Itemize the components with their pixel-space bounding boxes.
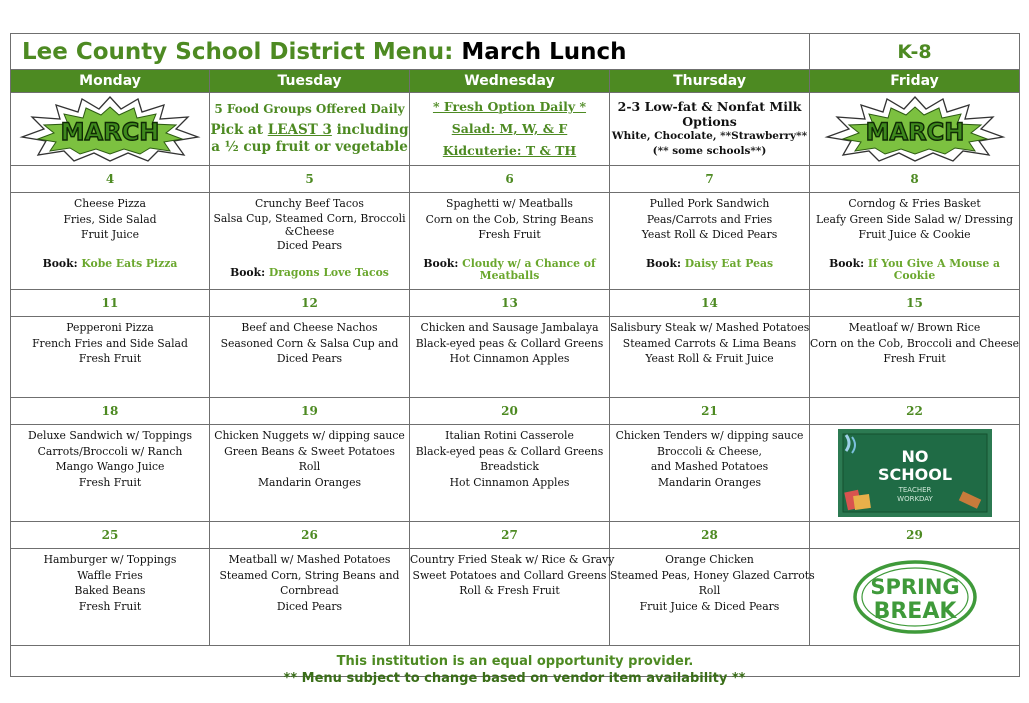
menu-line: Yeast Roll & Fruit Juice — [645, 352, 774, 366]
menu-line: Steamed Carrots & Lima Beans — [622, 336, 797, 350]
menu-line: Diced Pears — [276, 352, 343, 366]
menu-line: Roll & Fresh Fruit — [459, 584, 560, 598]
date-cell: 21 — [610, 398, 810, 425]
book-line: Book: Kobe Eats Pizza — [42, 256, 178, 270]
date-cell: 12 — [210, 290, 410, 317]
menu-line: Cornbread — [280, 584, 339, 598]
menu-cell — [410, 317, 610, 398]
book-line: Book: If You Give A Mouse a Cookie — [829, 256, 1000, 282]
milk-types: White, Chocolate, **Strawberry** — [611, 130, 808, 142]
date-cell: 22 — [810, 398, 1020, 425]
menu-line: Pulled Pork Sandwich — [649, 197, 770, 210]
march-emblem-cell — [11, 93, 210, 166]
menu-cell — [410, 193, 610, 290]
date-row-week4 — [11, 522, 1020, 549]
menu-line: Chicken and Sausage Jambalaya — [420, 321, 599, 334]
menu-line: Fresh Fruit — [78, 475, 142, 489]
date-row-week3 — [11, 398, 1020, 425]
pick-rule-text: Pick at LEAST 3 including a ½ cup fruit or vegetable — [210, 122, 409, 155]
menu-line: Black-eyed peas & Collard Greens — [415, 444, 604, 458]
menu-line: Broccoli & Cheese, — [657, 444, 762, 458]
menu-line: Diced Pears — [276, 238, 343, 252]
date-cell: 8 — [810, 166, 1020, 193]
food-groups-cell — [210, 93, 410, 166]
date-cell: 5 — [210, 166, 410, 193]
date-cell: 28 — [610, 522, 810, 549]
date-cell: 13 — [410, 290, 610, 317]
menu-line: Orange Chicken — [665, 553, 754, 566]
menu-line: and Mashed Potatoes — [650, 460, 769, 474]
date-cell: 27 — [410, 522, 610, 549]
svg-text:BREAK: BREAK — [873, 599, 956, 624]
page-title: Lee County School District Menu: March Lunch — [11, 34, 810, 70]
march-burst-icon — [18, 95, 202, 163]
book-title: Cloudy w/ a Chance of Meatballs — [462, 256, 596, 282]
menu-line: French Fries and Side Salad — [32, 336, 188, 350]
menu-line: Baked Beans — [74, 584, 146, 598]
menu-cell — [610, 549, 815, 646]
date-cell: 26 — [210, 522, 410, 549]
menu-line: Fruit Juice & Diced Pears — [639, 599, 780, 613]
book-title: Daisy Eat Peas — [684, 256, 774, 270]
day-header-monday: Monday — [11, 70, 210, 93]
menu-line: Breadstick — [480, 460, 539, 474]
menu-line: Mandarin Oranges — [657, 475, 762, 489]
menu-cell — [610, 193, 810, 290]
menu-line: Fruit Juice — [80, 228, 139, 242]
date-cell: 11 — [11, 290, 210, 317]
menu-cell — [210, 317, 410, 398]
day-header-thursday: Thursday — [610, 70, 810, 93]
menu-line: Crunchy Beef Tacos — [255, 197, 364, 210]
menu-line: Salsa Cup, Steamed Corn, Broccoli — [213, 211, 406, 225]
day-header-tuesday: Tuesday — [210, 70, 410, 93]
food-groups-text: 5 Food Groups Offered Daily — [214, 102, 405, 116]
menu-line: Roll — [698, 584, 721, 598]
fresh-option-text: * Fresh Option Daily * — [432, 99, 587, 114]
menu-line: Deluxe Sandwich w/ Toppings — [27, 429, 193, 442]
book-title: If You Give A Mouse a Cookie — [867, 256, 1000, 282]
menu-line: Leafy Green Side Salad w/ Dressing — [815, 212, 1014, 226]
milk-title: 2-3 Low-fat & Nonfat Milk Options — [617, 99, 802, 129]
menu-line: Waffle Fries — [77, 568, 143, 582]
menu-line: Fresh Fruit — [478, 228, 541, 242]
spring-break-cell — [810, 549, 1020, 646]
kidcuterie-days-text: Kidcuterie: T & TH — [442, 143, 577, 158]
spring-break-stamp-icon — [852, 559, 978, 635]
book-title: Kobe Eats Pizza — [81, 256, 178, 270]
menu-line: Steamed Peas, Honey Glazed Carrots — [610, 568, 815, 582]
book-line: Book: Cloudy w/ a Chance of Meatballs — [423, 256, 596, 282]
menu-line: Diced Pears — [276, 599, 343, 613]
svg-text:TEACHER: TEACHER — [898, 486, 931, 494]
menu-line: Spaghetti w/ Meatballs — [446, 197, 573, 210]
menu-row-week1 — [11, 193, 1020, 290]
menu-cell — [210, 549, 410, 646]
menu-line: Cheese Pizza — [74, 197, 146, 210]
menu-line: Chicken Tenders w/ dipping sauce — [615, 429, 804, 442]
menu-cell — [810, 193, 1020, 290]
no-school-cell — [810, 425, 1020, 522]
menu-line: Steamed Corn, String Beans and — [219, 568, 400, 582]
menu-line: Meatloaf w/ Brown Rice — [848, 321, 981, 334]
menu-line: Hamburger w/ Toppings — [43, 553, 177, 566]
menu-line: Country Fried Steak w/ Rice & Gravy — [410, 553, 615, 566]
menu-cell — [11, 425, 210, 522]
menu-cell — [11, 317, 210, 398]
svg-text:WORKDAY: WORKDAY — [896, 495, 933, 503]
march-burst-icon — [823, 95, 1007, 163]
date-cell: 6 — [410, 166, 610, 193]
date-cell: 29 — [810, 522, 1020, 549]
menu-line: Black-eyed peas & Collard Greens — [415, 336, 604, 350]
menu-line: Carrots/Broccoli w/ Ranch — [37, 444, 183, 458]
date-cell: 19 — [210, 398, 410, 425]
grade-label: K-8 — [810, 34, 1020, 70]
menu-line: Fresh Fruit — [78, 599, 142, 613]
fresh-option-cell — [410, 93, 610, 166]
svg-text:SPRING: SPRING — [869, 575, 960, 599]
menu-cell — [810, 317, 1020, 398]
menu-table — [10, 33, 1020, 677]
svg-text:SCHOOL: SCHOOL — [877, 465, 952, 484]
menu-line: Corn on the Cob, Broccoli and Cheese — [810, 336, 1020, 350]
svg-text:MARCH: MARCH — [60, 118, 160, 146]
equal-opportunity-statement: This institution is an equal opportunity provider. — [11, 646, 1020, 677]
menu-line: Green Beans & Sweet Potatoes — [224, 444, 395, 458]
date-cell: 14 — [610, 290, 810, 317]
salad-days-text: Salad: M, W, & F — [451, 121, 568, 136]
menu-row-week2 — [11, 317, 1020, 398]
menu-line: Hot Cinnamon Apples — [449, 475, 570, 489]
menu-cell — [11, 549, 210, 646]
date-cell: 7 — [610, 166, 810, 193]
no-school-chalkboard-icon — [838, 429, 992, 517]
menu-line: Yeast Roll & Diced Pears — [641, 228, 778, 242]
day-header-friday: Friday — [810, 70, 1020, 93]
menu-cell — [210, 193, 410, 290]
menu-line: Meatball w/ Mashed Potatoes — [228, 553, 391, 566]
menu-cell — [410, 425, 610, 522]
menu-line: Seasoned Corn & Salsa Cup and — [220, 336, 399, 350]
menu-line: Hot Cinnamon Apples — [449, 352, 570, 366]
date-cell: 25 — [11, 522, 210, 549]
menu-line: Corn on the Cob, String Beans — [425, 212, 594, 226]
title-row — [11, 34, 1020, 70]
svg-text:MARCH: MARCH — [865, 118, 964, 146]
menu-line: Roll — [298, 460, 321, 474]
book-title: Dragons Love Tacos — [268, 266, 389, 280]
menu-line: Beef and Cheese Nachos — [241, 321, 378, 334]
menu-line: Fresh Fruit — [883, 352, 946, 366]
date-row-week2 — [11, 290, 1020, 317]
menu-line: Fresh Fruit — [78, 352, 142, 366]
day-header-row — [11, 70, 1020, 93]
menu-row-week3 — [11, 425, 1020, 522]
menu-cell — [610, 317, 810, 398]
menu-line: Fruit Juice & Cookie — [858, 228, 971, 242]
menu-line: Pepperoni Pizza — [66, 321, 154, 334]
milk-options-cell — [610, 93, 810, 166]
menu-line: Italian Rotini Casserole — [445, 429, 574, 442]
date-cell: 15 — [810, 290, 1020, 317]
book-line: Book: Daisy Eat Peas — [645, 256, 774, 270]
book-line: Book: Dragons Love Tacos — [230, 266, 389, 280]
menu-line: Fries, Side Salad — [63, 212, 157, 226]
menu-line: Sweet Potatoes and Collard Greens — [412, 568, 607, 582]
menu-cell — [11, 193, 210, 290]
menu-cell — [410, 549, 615, 646]
menu-line: Chicken Nuggets w/ dipping sauce — [214, 429, 405, 442]
menu-line: Peas/Carrots and Fries — [646, 212, 773, 226]
menu-line: Salisbury Steak w/ Mashed Potatoes — [610, 321, 810, 334]
menu-line: Mandarin Oranges — [257, 475, 362, 489]
menu-line: Corndog & Fries Basket — [848, 197, 981, 210]
menu-line: Mango Wango Juice — [55, 460, 165, 474]
info-row — [11, 93, 1020, 166]
date-cell: 20 — [410, 398, 610, 425]
date-row-week1 — [11, 166, 1020, 193]
menu-cell — [210, 425, 410, 522]
menu-cell — [610, 425, 810, 522]
march-emblem-cell-friday — [810, 93, 1020, 166]
date-cell: 4 — [11, 166, 210, 193]
menu-row-week4 — [11, 549, 1020, 646]
day-header-wednesday: Wednesday — [410, 70, 610, 93]
milk-note: (** some schools**) — [652, 145, 767, 157]
svg-text:NO: NO — [901, 447, 929, 466]
menu-line: &Cheese — [284, 224, 335, 238]
menu-change-note: ** Menu subject to change based on vendor item availability ** — [283, 671, 746, 686]
date-cell: 18 — [11, 398, 210, 425]
